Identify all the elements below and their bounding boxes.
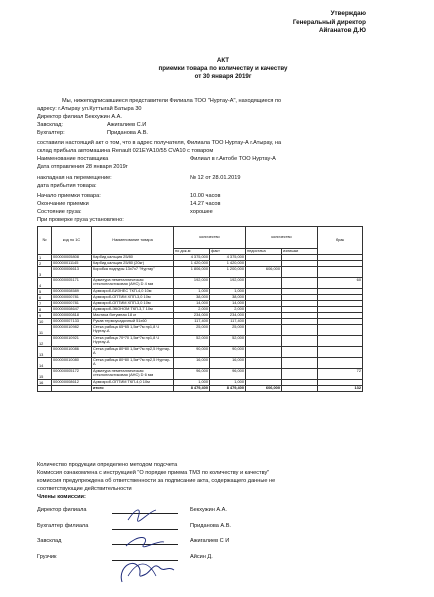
cell-fact: 234,000 (210, 313, 246, 319)
cell-doc: 16,000 (174, 358, 210, 369)
body-line: Филиал в г.Актобе ТОО Нуртау-А (190, 156, 276, 162)
cell-code: 000000010921 (52, 336, 92, 347)
table-total-row (38, 386, 363, 392)
cell-fact: 16,000 (210, 358, 246, 369)
cell-name: Коробка подпуры 13х7х7 "Нуртау" (92, 267, 174, 278)
table-row (38, 278, 363, 289)
cell-fact: 1,000 (210, 289, 246, 295)
body-line: склад прибыла автомашина Renault 021EYA10/55 CVA10 с товаром (37, 148, 214, 154)
cell-code: 000000000781 (52, 301, 92, 307)
body-line: составили настоящий акт о том, что в адрес получателя, Филиала ТОО Нуртау-А г.Атырау, на (37, 140, 282, 146)
goods-table (37, 226, 363, 392)
body-line: При проверке груза установлено: (37, 217, 124, 223)
cell-doc: 1,000 (174, 289, 210, 295)
body-line: Ажигалиев С.И (107, 122, 147, 128)
cell-code: 000000005171 (52, 278, 92, 289)
col-header-no: № (38, 227, 52, 255)
footer-line: соответствующие действительности (37, 486, 132, 492)
cell-name: Сетка рабица 80*80 1,5м*7м пр2,5 Нуртау-А (92, 347, 174, 358)
body-line: дата прибытия товара: (37, 183, 97, 189)
cell-name: Рукав термоусадочный 51х60 (92, 319, 174, 325)
cell-code: 000000005808 (52, 255, 92, 261)
signature-name: Приданова А.В. (190, 523, 231, 529)
cell-brak (318, 325, 363, 336)
cell-no: 15 (38, 369, 52, 380)
table-row (38, 267, 363, 278)
cell-short (246, 278, 282, 289)
doc-title: АКТ (216, 57, 230, 64)
empty-cell (38, 386, 52, 392)
cell-name: Мастика битумная 18 кг (92, 313, 174, 319)
cell-code: 000000006613 (52, 267, 92, 278)
signature-role: Директор филиала (37, 507, 87, 513)
cell-fact: 96,000 (210, 369, 246, 380)
body-line: Окончание приемки (37, 201, 89, 207)
footer-line: Комиссия ознакомлена с инструкцией "О порядке приема ТМЗ по количеству и качеству" (37, 470, 270, 476)
col-header-surplus: излишки (282, 249, 318, 255)
body-line: хорошее (190, 209, 213, 215)
cell-surplus (282, 347, 318, 358)
col-header-qty2: количество (246, 227, 318, 249)
cell-doc: 1 806,000 (174, 267, 210, 278)
cell-short (246, 358, 282, 369)
cell-no: 8 (38, 307, 52, 313)
cell-doc: 117,400 (174, 319, 210, 325)
table-row (38, 369, 363, 380)
body-line: адресу: г.Атырау ул.Куттыгай Батыра 30 (37, 106, 142, 112)
cell-fact: 2,000 (210, 307, 246, 313)
cell-code: 000000005172 (52, 369, 92, 380)
cell-surplus (282, 358, 318, 369)
cell-doc: 192,000 (174, 278, 210, 289)
cell-code: 000000010086 (52, 347, 92, 358)
col-header-brak: брак (318, 227, 363, 255)
cell-no: 9 (38, 313, 52, 319)
cell-name: Сетка рабица 70*70 1,5м*7м пр1,8 Ч Нуртау-А (92, 336, 174, 347)
cell-name: Карбид кальция 25/80 (92, 255, 174, 261)
cell-surplus (282, 267, 318, 278)
col-header-code: код по 1С (52, 227, 92, 255)
cell-fact: 1 200,000 (210, 267, 246, 278)
body-line: Приданова А.В. (107, 130, 148, 136)
cell-fact: 4 375,000 (210, 255, 246, 261)
col-header-short: недостача (246, 249, 282, 255)
total-doc: 8 479,400 (174, 386, 210, 392)
cell-name: Армизроб-ЭКОНОМ ТКП-3,7 10м (92, 307, 174, 313)
cell-fact: 14,000 (210, 301, 246, 307)
cell-no: 2 (38, 261, 52, 267)
cell-code: 000000000818 (52, 313, 92, 319)
handwritten-signatures (108, 500, 188, 595)
body-line: 10.00 часов (190, 193, 221, 199)
cell-short (246, 347, 282, 358)
cell-surplus (282, 278, 318, 289)
cell-name: Армизроб-ОПТИМ ХПП-3,0 10м (92, 301, 174, 307)
cell-doc: 1,000 (174, 380, 210, 386)
cell-no: 12 (38, 336, 52, 347)
cell-doc: 14,000 (174, 301, 210, 307)
table-row (38, 347, 363, 358)
table-row (38, 325, 363, 336)
signature-role: Бухгалтер филиала (37, 523, 89, 529)
cell-brak (318, 347, 363, 358)
cell-brak: 72 (318, 369, 363, 380)
body-line: Состояние груза: (37, 209, 82, 215)
cell-no: 10 (38, 319, 52, 325)
col-header-name: Наименование товара (92, 227, 174, 255)
total-fact: 8 479,400 (210, 386, 246, 392)
footer-line: Количество продукции определено методом подсчета (37, 462, 178, 468)
total-short: 606,000 (246, 386, 282, 392)
cell-no: 4 (38, 278, 52, 289)
cell-no: 6 (38, 295, 52, 301)
cell-brak (318, 358, 363, 369)
cell-fact: 117,400 (210, 319, 246, 325)
cell-no: 5 (38, 289, 52, 295)
cell-code: 000000008612 (52, 380, 92, 386)
cell-no: 11 (38, 325, 52, 336)
cell-fact: 38,000 (210, 295, 246, 301)
cell-doc: 38,000 (174, 295, 210, 301)
cell-name: Армизроб-БИЗНЕС ТКП-4,0 10м (92, 289, 174, 295)
cell-short (246, 336, 282, 347)
cell-doc: 1 420,000 (174, 261, 210, 267)
body-line: Завсклад: (37, 122, 63, 128)
signature-name: Бекхужин А.А. (190, 507, 227, 513)
cell-code: 000000007133 (52, 319, 92, 325)
cell-code: 000000000781 (52, 295, 92, 301)
cell-no: 1 (38, 255, 52, 261)
signature-role: Грузчик (37, 554, 57, 560)
table-row (38, 336, 363, 347)
cell-code: 000000010080 (52, 358, 92, 369)
cell-doc: 52,000 (174, 336, 210, 347)
signature-name: Ажигалиев С И (190, 538, 230, 544)
body-line: Дата отправления 28 января 2019г (37, 164, 128, 170)
cell-doc: 25,000 (174, 325, 210, 336)
cell-fact: 90,000 (210, 347, 246, 358)
cell-name: Армизроб-ОПТИМ ХПП-3,0 10м (92, 295, 174, 301)
cell-fact: 25,000 (210, 325, 246, 336)
cell-doc: 90,000 (174, 347, 210, 358)
cell-no: 14 (38, 358, 52, 369)
cell-fact: 192,000 (210, 278, 246, 289)
cell-doc: 4 375,000 (174, 255, 210, 261)
footer-line: комиссия предупреждена об ответственности за подписание акта, содержащего данные не (37, 478, 276, 484)
cell-code: 000000011145 (52, 261, 92, 267)
cell-name: Карбид кальция 25/80 (20кг) (92, 261, 174, 267)
cell-brak (318, 267, 363, 278)
cell-surplus (282, 369, 318, 380)
total-label: итого (92, 386, 174, 392)
table-row (38, 358, 363, 369)
cell-fact: 1 420,000 (210, 261, 246, 267)
cell-surplus (282, 336, 318, 347)
body-line: Директор филиал Бекхужин А.А. (37, 114, 122, 120)
cell-no: 13 (38, 347, 52, 358)
cell-short: 606,000 (246, 267, 282, 278)
cell-name: Армизроб-ОПТИМ ТКП-4,0 10м (92, 380, 174, 386)
cell-name: Сетка рабица 80*80 1,5м*7м пр2,5 Нуртау-А (92, 358, 174, 369)
total-brak: 132 (318, 386, 363, 392)
cell-name: Сетка рабица 65*65 1,5м*7м пр1,8 Ч Нуртау-А (92, 325, 174, 336)
approval-line-2: Генеральный директор (292, 18, 366, 26)
cell-short (246, 369, 282, 380)
body-line: Начало приемки товара: (37, 193, 101, 199)
cell-brak: 60 (318, 278, 363, 289)
approval-line-1: Утверждаю (330, 10, 366, 17)
doc-subtitle: приемки товара по количеству и качеству (158, 65, 288, 72)
cell-no: 16 (38, 380, 52, 386)
cell-no: 3 (38, 267, 52, 278)
cell-name: Арматура неметаллическая стеклопластиковая (АНС) D 6 мм (92, 369, 174, 380)
cell-short (246, 325, 282, 336)
signature-role: Завсклад (37, 538, 62, 544)
cell-code: 000000010982 (52, 325, 92, 336)
body-line: Мы, нижеподписавшиеся представители Филиала ТОО "Нуртау-А", находящиеся по (62, 98, 282, 104)
cell-code: 000000008647 (52, 307, 92, 313)
col-header-doc: по док-м (174, 249, 210, 255)
body-line: 14.27 часов (190, 201, 221, 207)
body-line: Наименование поставщика (37, 156, 109, 162)
cell-code: 000000008589 (52, 289, 92, 295)
empty-cell (282, 386, 318, 392)
cell-doc: 2,000 (174, 307, 210, 313)
doc-date: от 30 января 2019г (194, 73, 252, 80)
body-line: № 12 от 28.01.2019 (190, 175, 241, 181)
col-header-qty: количество (174, 227, 246, 249)
cell-doc: 96,000 (174, 369, 210, 380)
cell-no: 7 (38, 301, 52, 307)
approval-line-3: Айганатов Д.Ю (318, 27, 366, 34)
cell-doc: 234,000 (174, 313, 210, 319)
body-line: накладная на перемещение: (37, 175, 112, 181)
body-line: Бухгалтер: (37, 130, 65, 136)
cell-brak (318, 336, 363, 347)
cell-fact: 52,000 (210, 336, 246, 347)
cell-name: Арматура неметаллическая стеклопластиковая (АНС) D 4 мм (92, 278, 174, 289)
commission-heading: Члены комиссии: (37, 494, 86, 500)
empty-cell (52, 386, 92, 392)
cell-surplus (282, 325, 318, 336)
col-header-fact: факт (210, 249, 246, 255)
cell-fact: 1,000 (210, 380, 246, 386)
signature-name: Айсин Д. (190, 554, 213, 560)
